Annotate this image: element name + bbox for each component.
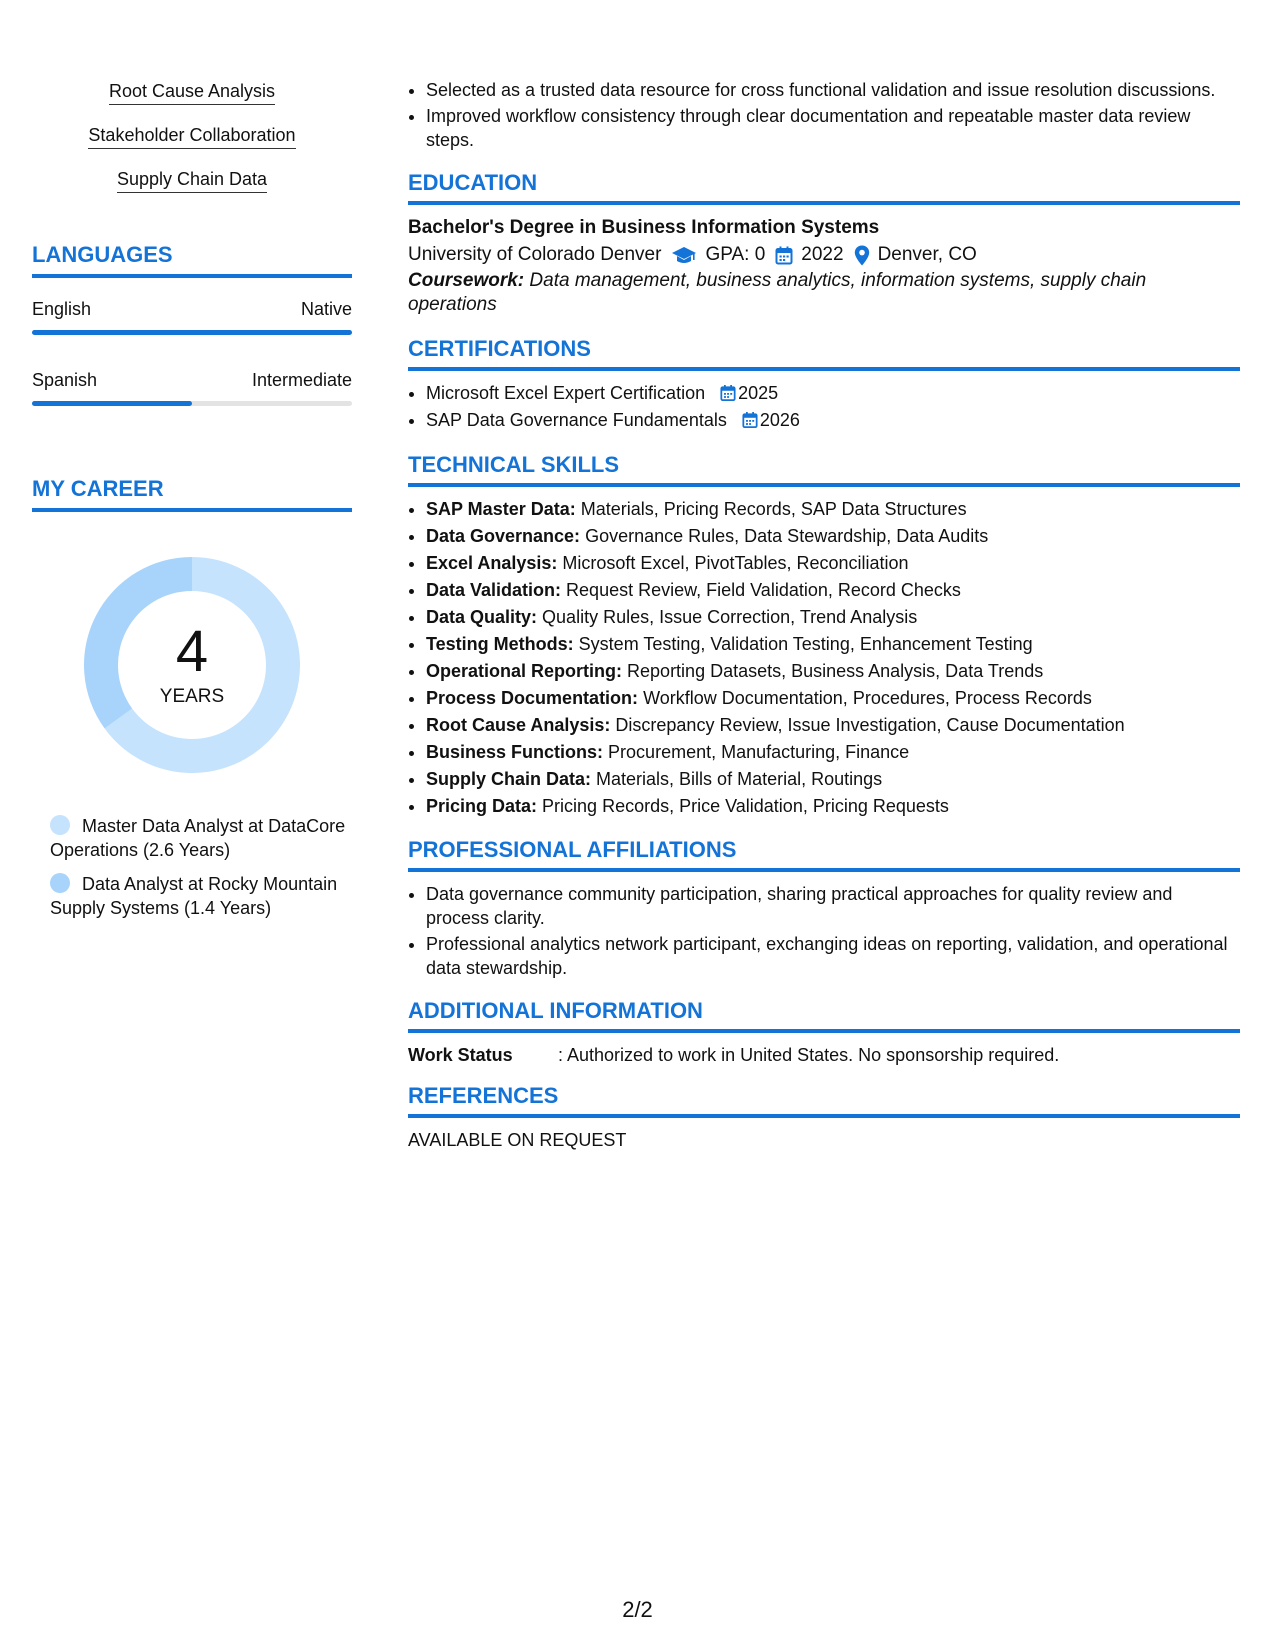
technical-skill-item xyxy=(426,524,1240,549)
career-total-unit: YEARS xyxy=(159,686,225,707)
graduation-cap-icon xyxy=(671,245,697,265)
technical-skill-item xyxy=(426,686,1240,711)
right-column xyxy=(408,78,1240,1152)
language-bar-fill xyxy=(32,330,352,335)
education-heading: EDUCATION xyxy=(408,170,1240,205)
skill-value: Governance Rules, Data Stewardship, Data Audits xyxy=(585,526,989,546)
skill-value: Procurement, Manufacturing, Finance xyxy=(608,742,910,762)
skill-label: Process Documentation: xyxy=(426,688,639,708)
language-name: Spanish xyxy=(32,370,98,390)
skill-tag: Root Cause Analysis xyxy=(109,80,275,105)
education-coursework xyxy=(408,269,1240,317)
skill-tag: Stakeholder Collaboration xyxy=(88,124,295,149)
calendar-icon xyxy=(742,411,758,429)
skill-value: Materials, Bills of Material, Routings xyxy=(596,769,883,789)
skill-label: Pricing Data: xyxy=(426,796,538,816)
experience-bullets xyxy=(408,78,1240,152)
technical-skill-item xyxy=(426,659,1240,684)
language-item xyxy=(32,369,352,406)
experience-bullet: • Selected as a trusted data resource for cross functional validation and issue resolution discussions. xyxy=(426,78,1240,102)
language-bar-track xyxy=(32,330,352,335)
certification-list xyxy=(408,381,1240,433)
skill-label: Data Quality: xyxy=(426,607,538,627)
skill-label: Excel Analysis: xyxy=(426,553,558,573)
certifications-section xyxy=(408,336,1240,433)
skill-value: Pricing Records, Price Validation, Pricing Requests xyxy=(542,796,949,816)
skill-tag: Supply Chain Data xyxy=(117,168,267,193)
skill-value: Materials, Pricing Records, SAP Data Structures xyxy=(580,499,967,519)
career-role-label: Master Data Analyst at DataCore Operations (2.6 Years) xyxy=(50,816,346,860)
skill-value: Workflow Documentation, Procedures, Process Records xyxy=(643,688,1092,708)
technical-skill-item xyxy=(426,605,1240,630)
skill-value: Quality Rules, Issue Correction, Trend Analysis xyxy=(542,607,918,627)
certification-item xyxy=(426,408,1240,433)
skill-tag-list xyxy=(32,80,352,212)
technical-skill-item xyxy=(426,551,1240,576)
skill-label: Business Functions: xyxy=(426,742,604,762)
certification-year: 2025 xyxy=(738,383,779,403)
affiliations-heading: PROFESSIONAL AFFILIATIONS xyxy=(408,837,1240,872)
education-location: Denver, CO xyxy=(877,244,977,265)
language-item xyxy=(32,298,352,335)
skill-value: Discrepancy Review, Issue Investigation, Cause Documentation xyxy=(615,715,1125,735)
work-status-value: : Authorized to work in United States. No sponsorship required. xyxy=(558,1045,1060,1065)
career-role-label: Data Analyst at Rocky Mountain Supply Systems (1.4 Years) xyxy=(50,874,338,918)
technical-skill-item xyxy=(426,794,1240,819)
certification-item xyxy=(426,381,1240,406)
technical-skill-item xyxy=(426,632,1240,657)
language-level: Intermediate xyxy=(251,370,352,390)
certification-year: 2026 xyxy=(759,410,800,430)
legend-dot-icon xyxy=(50,873,70,893)
skill-label: Testing Methods: xyxy=(426,634,574,654)
career-legend xyxy=(32,814,352,920)
technical-skill-item xyxy=(426,767,1240,792)
skill-label: Operational Reporting: xyxy=(426,661,623,681)
career-heading: MY CAREER xyxy=(32,476,352,512)
additional-info-heading: ADDITIONAL INFORMATION xyxy=(408,998,1240,1033)
legend-dot-icon xyxy=(50,815,70,835)
language-bar-fill xyxy=(32,401,192,406)
experience-bullet: • Improved workflow consistency through clear documentation and repeatable master data review steps. xyxy=(426,104,1240,152)
technical-skill-item xyxy=(426,497,1240,522)
skill-label: Data Governance: xyxy=(426,526,581,546)
education-degree: Bachelor's Degree in Business Information Systems xyxy=(408,217,880,238)
languages-section xyxy=(32,242,352,406)
left-column xyxy=(32,80,352,930)
coursework-text: Data management, business analytics, information systems, supply chain operations xyxy=(408,270,1147,315)
technical-skill-item xyxy=(426,578,1240,603)
skill-label: SAP Master Data: xyxy=(426,499,576,519)
career-section xyxy=(32,476,352,920)
additional-info-section xyxy=(408,998,1240,1067)
education-gpa: GPA: 0 xyxy=(705,244,766,265)
references-section xyxy=(408,1083,1240,1152)
career-legend-item xyxy=(50,872,352,920)
education-section xyxy=(408,170,1240,317)
education-meta xyxy=(408,241,1240,269)
affiliation-item: • Professional analytics network participant, exchanging ideas on reporting, validation, and operational data stewardship. xyxy=(426,932,1240,980)
technical-skills-heading: TECHNICAL SKILLS xyxy=(408,452,1240,487)
work-status-label: Work Status xyxy=(408,1045,513,1065)
skill-value: System Testing, Validation Testing, Enhancement Testing xyxy=(578,634,1033,654)
calendar-icon xyxy=(775,246,793,265)
skill-label: Data Validation: xyxy=(426,580,562,600)
skill-value: Request Review, Field Validation, Record Checks xyxy=(566,580,961,600)
map-pin-icon xyxy=(854,245,870,266)
education-year: 2022 xyxy=(801,244,844,265)
skill-label: Root Cause Analysis: xyxy=(426,715,611,735)
skill-label: Supply Chain Data: xyxy=(426,769,592,789)
language-level: Native xyxy=(300,299,352,319)
calendar-icon xyxy=(720,384,736,402)
affiliation-item: • Data governance community participation, sharing practical approaches for quality review and process clarity. xyxy=(426,882,1240,930)
references-heading: REFERENCES xyxy=(408,1083,1240,1118)
career-total-number: 4 xyxy=(175,619,209,684)
career-legend-item xyxy=(50,814,352,862)
certification-name: SAP Data Governance Fundamentals xyxy=(426,410,727,430)
career-donut-chart xyxy=(77,550,307,780)
certification-name: Microsoft Excel Expert Certification xyxy=(426,383,706,403)
education-school: University of Colorado Denver xyxy=(408,244,662,265)
skill-value: Reporting Datasets, Business Analysis, Data Trends xyxy=(627,661,1044,681)
technical-skills-list xyxy=(408,497,1240,819)
skill-value: Microsoft Excel, PivotTables, Reconciliation xyxy=(562,553,909,573)
technical-skill-item xyxy=(426,713,1240,738)
affiliations-section xyxy=(408,837,1240,980)
languages-heading: LANGUAGES xyxy=(32,242,352,278)
affiliations-list xyxy=(408,882,1240,980)
language-bar-track xyxy=(32,401,352,406)
coursework-label: Coursework: xyxy=(408,270,525,291)
technical-skills-section xyxy=(408,452,1240,819)
language-name: English xyxy=(32,299,92,319)
page-number: 2/2 xyxy=(622,1597,653,1622)
technical-skill-item xyxy=(426,740,1240,765)
references-text: AVAILABLE ON REQUEST xyxy=(408,1130,627,1150)
work-status-row xyxy=(408,1043,1240,1067)
certifications-heading: CERTIFICATIONS xyxy=(408,336,1240,371)
